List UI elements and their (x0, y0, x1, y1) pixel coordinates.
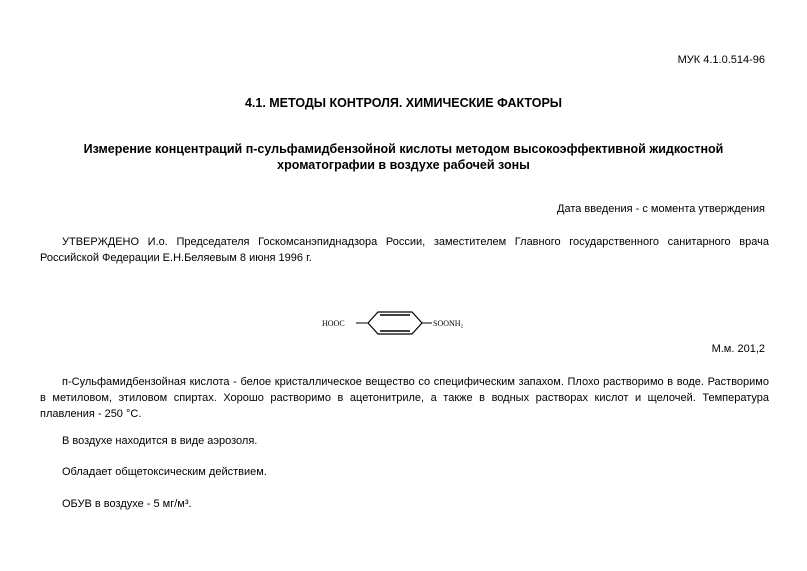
approval-statement: УТВЕРЖДЕНО И.о. Председателя Госкомсанэпиднадзора России, заместителем Главного государственного санитарного врача Российской Федерации Е.Н.Беляевым 8 июня 1996 г. (40, 236, 769, 264)
introduction-date: Дата введения - с момента утверждения (557, 203, 765, 215)
structural-formula (320, 305, 490, 341)
paragraph-properties: п-Сульфамидбензойная кислота - белое кристаллическое вещество со специфическим запахом. Плохо растворимо в воде. Растворимо в метиловом, этиловом спиртах. Хорошо растворимо в ацетонитриле, а также в водных растворах кислот и щелочей. Температура плавления - 250 °С. (40, 376, 769, 420)
formula-right-group: SOONH₂ (433, 319, 464, 328)
paragraph-aerosol: В воздухе находится в виде аэрозоля. (62, 435, 258, 447)
document-title: Измерение концентраций п-сульфамидбензойной кислоты методом высокоэффективной жидкостной хроматографии в воздухе рабочей зоны (83, 142, 724, 172)
document-code: МУК 4.1.0.514-96 (677, 54, 765, 66)
section-title: 4.1. МЕТОДЫ КОНТРОЛЯ. ХИМИЧЕСКИЕ ФАКТОРЫ (244, 96, 563, 110)
formula-left-group: HOOC (322, 319, 345, 328)
paragraph-obuv: ОБУВ в воздухе - 5 мг/м³. (62, 498, 192, 510)
paragraph-toxicity: Обладает общетоксическим действием. (62, 466, 267, 478)
molar-mass: М.м. 201,2 (711, 343, 765, 355)
